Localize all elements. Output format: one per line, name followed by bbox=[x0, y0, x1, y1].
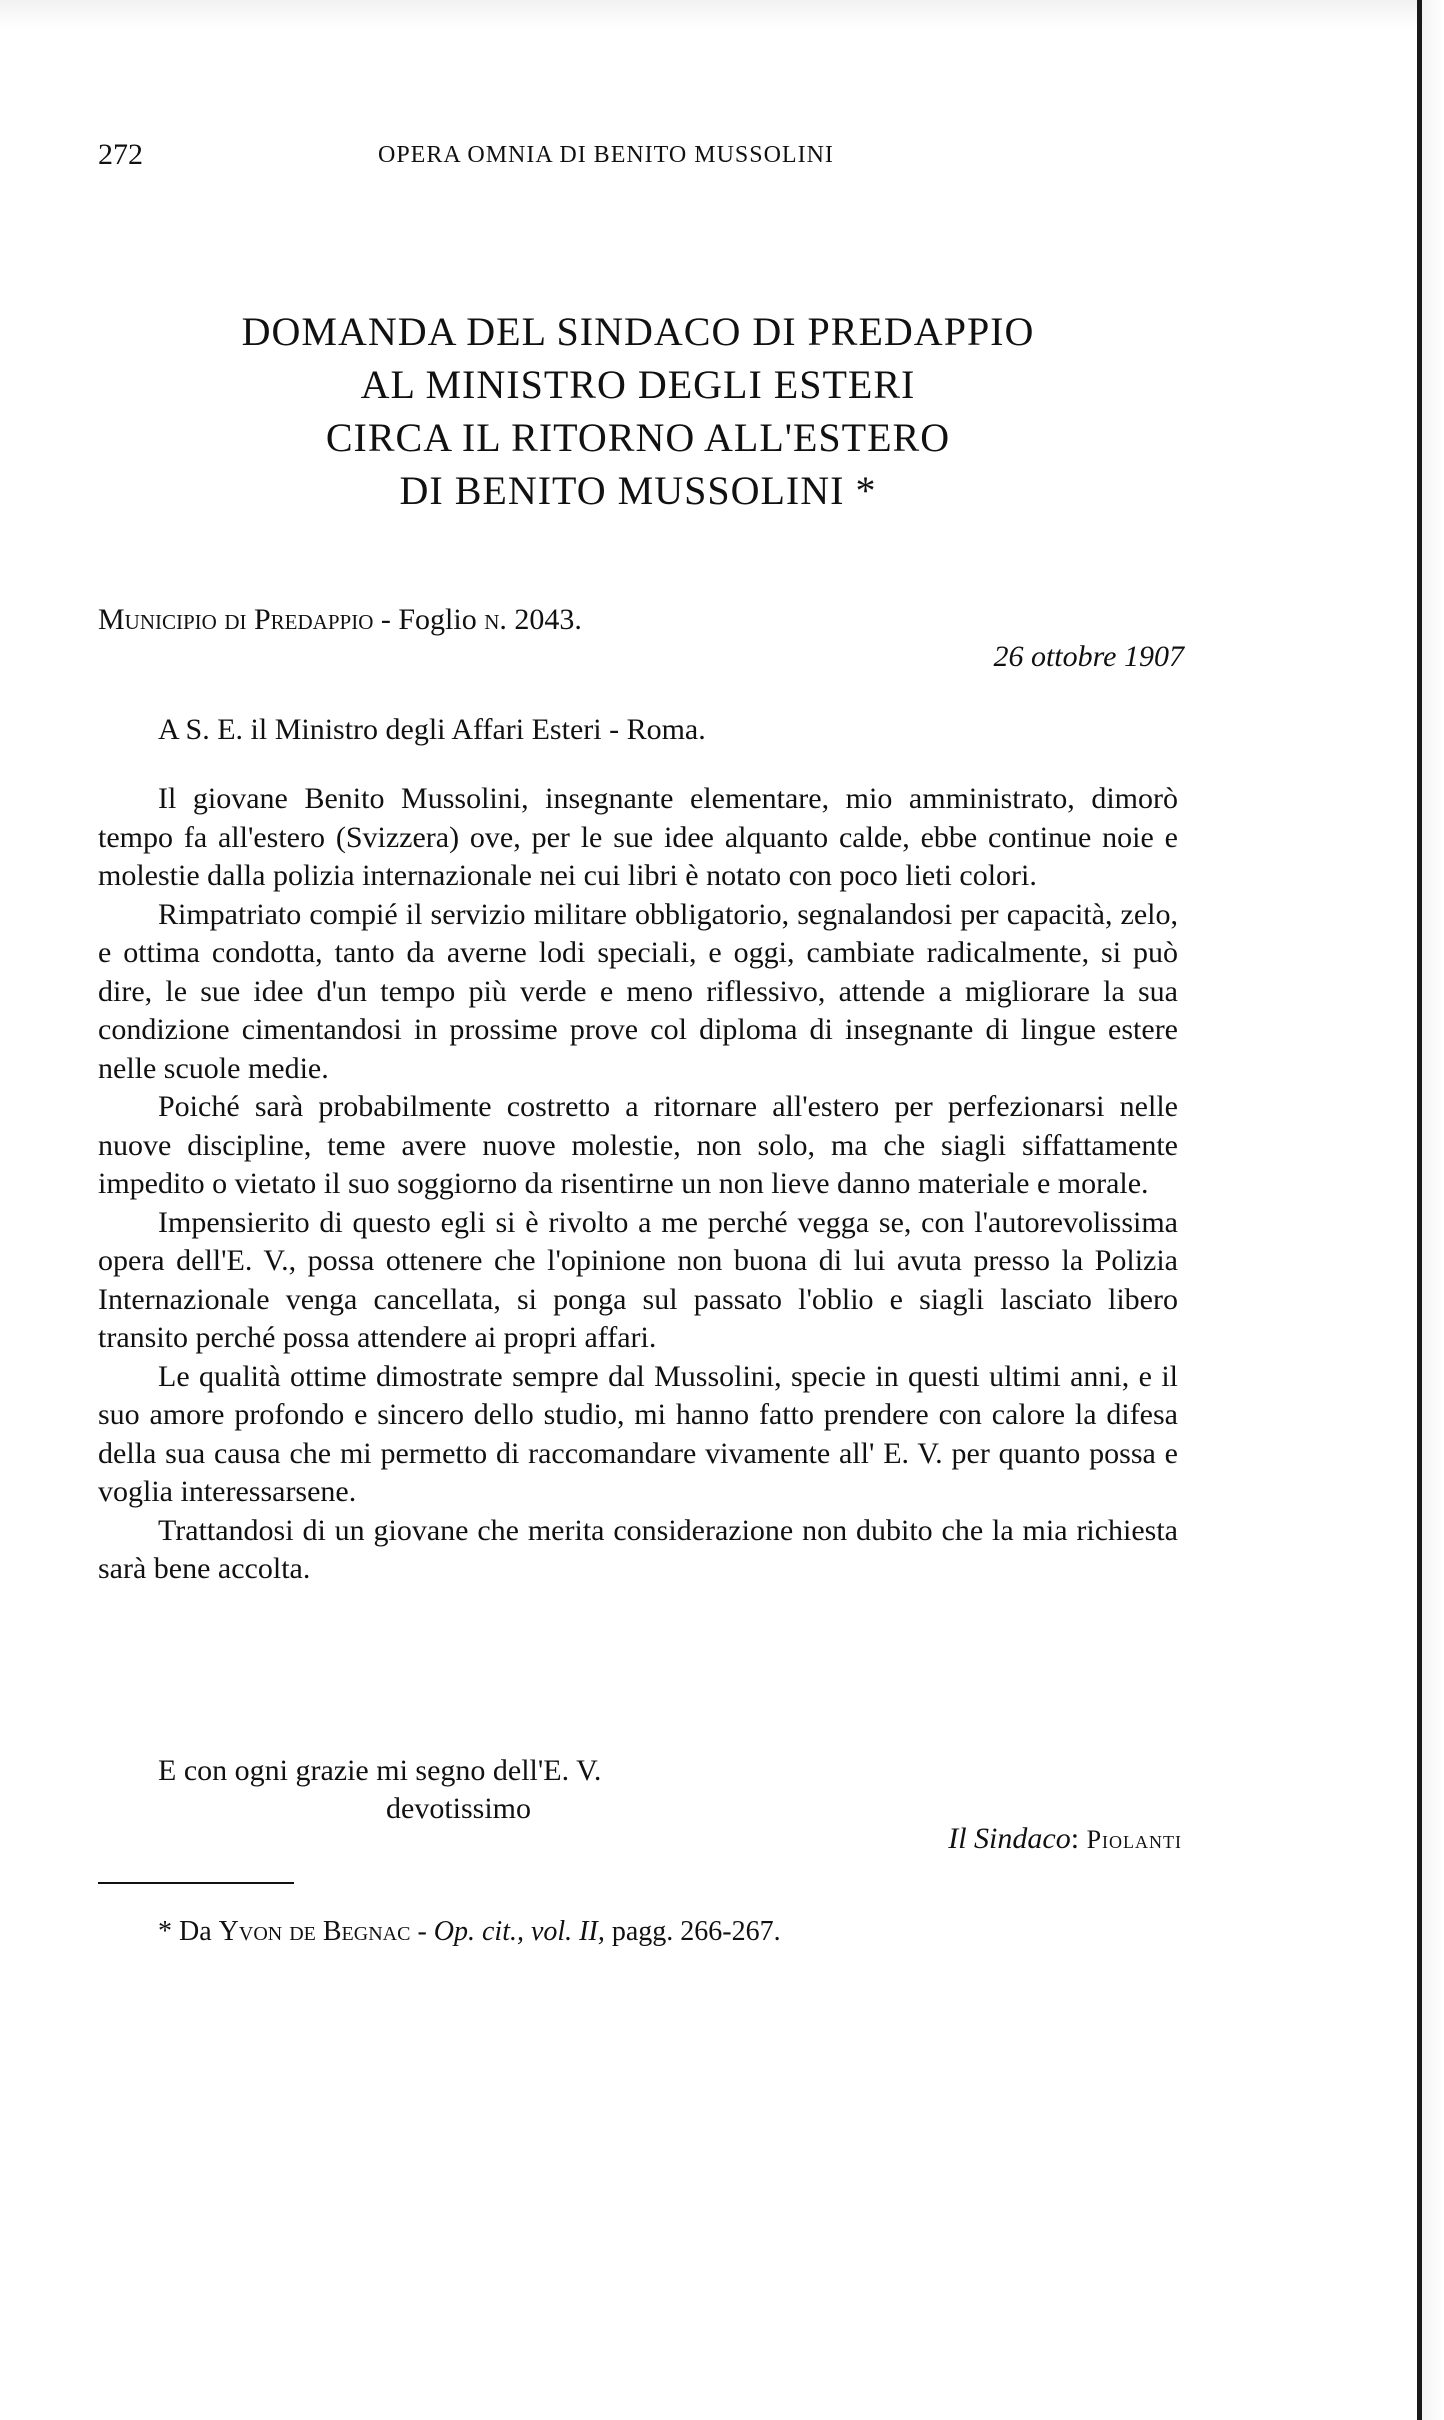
paragraph: Trattandosi di un giovane che merita considerazione non dubito che la mia richiesta sarà bene accolta. bbox=[98, 1513, 1178, 1585]
closing-line: E con ogni grazie mi segno dell'E. V. bbox=[158, 1754, 602, 1787]
footnote-divider bbox=[98, 1882, 294, 1884]
scan-top-shading bbox=[0, 0, 1444, 30]
page-header bbox=[98, 138, 1178, 178]
footnote-pages: pagg. 266-267. bbox=[611, 1916, 781, 1947]
footnote-citation: Op. cit., vol. II, bbox=[433, 1916, 605, 1947]
addressee: A S. E. il Ministro degli Affari Esteri - Roma. bbox=[158, 713, 706, 746]
letterhead-line bbox=[98, 603, 582, 637]
title-line: DOMANDA DEL SINDACO DI PREDAPPIO bbox=[241, 309, 1035, 354]
page-number: 272 bbox=[98, 138, 143, 171]
title-line: CIRCA IL RITORNO ALL'ESTERO bbox=[325, 415, 951, 460]
document-title bbox=[98, 305, 1178, 517]
paragraph: Impensierito di questo egli si è rivolto a me perché vegga se, con l'autorevolissima opera dell'E. V., possa ottenere che l'opinione non buona di lui avuta presso la Polizia Internazionale venga cancellata, si ponga sul passato l'oblio e siagli lasciato libero transito perché possa attendere ai propri affari. bbox=[98, 1205, 1178, 1354]
letter-body bbox=[98, 780, 1178, 1589]
municipality: Municipio di Predappio bbox=[98, 603, 374, 636]
title-line: AL MINISTRO DEGLI ESTERI bbox=[360, 362, 916, 407]
closing-valediction: devotissimo bbox=[386, 1792, 532, 1825]
scan-edge-shadow bbox=[1422, 0, 1444, 2420]
footnote-prefix: Da bbox=[179, 1916, 212, 1947]
sheet-number: 2043. bbox=[514, 603, 582, 636]
footnote-dash: - bbox=[417, 1916, 427, 1947]
scan-edge-line bbox=[1417, 0, 1422, 2420]
letter-date: 26 ottobre 1907 bbox=[993, 640, 1184, 673]
footnote-author: Yvon de Begnac bbox=[218, 1916, 411, 1947]
title-line: DI BENITO MUSSOLINI * bbox=[399, 468, 877, 513]
paragraph: Le qualità ottime dimostrate sempre dal Mussolini, specie in questi ultimi anni, e il suo amore profondo e sincero dello studio, mi hanno fatto prendere con calore la difesa della sua causa che mi permetto di raccomandare vivamente all' E. V. per quanto possa e voglia interessarsene. bbox=[98, 1359, 1178, 1508]
paragraph: Il giovane Benito Mussolini, insegnante elementare, mio amministrato, dimorò tempo fa all'estero (Svizzera) ove, per le sue idee alquanto calde, ebbe continue noie e molestie dalla polizia internazionale nei cui libri è notato con poco lieti colori. bbox=[98, 782, 1178, 892]
signature-separator: : bbox=[1070, 1822, 1080, 1855]
paragraph: Rimpatriato compié il servizio militare obbligatorio, segnalandosi per capacità, zelo, e ottima condotta, tanto da averne lodi speciali, e oggi, cambiate radicalmente, si può dire, le sue idee d'un tempo più verde e meno riflessivo, attende a migliorare la sua condizione cimentandosi in prossime prove col diploma di insegnante di lingue estere nelle scuole medie. bbox=[98, 897, 1178, 1085]
running-title: OPERA OMNIA DI BENITO MUSSOLINI bbox=[378, 142, 834, 168]
footnote bbox=[158, 1916, 781, 1948]
closing-formula bbox=[158, 1752, 601, 1828]
paragraph: Poiché sarà probabilmente costretto a ritornare all'estero per perfezionarsi nelle nuove discipline, teme avere nuove molestie, non solo, ma che siagli siffattamente impedito o vietato il suo soggiorno da risentirne un non lieve danno materiale e morale. bbox=[98, 1090, 1178, 1200]
signature-name: Piolanti bbox=[1086, 1825, 1182, 1854]
sheet-abbrev: n. bbox=[484, 603, 507, 636]
sheet-label: - Foglio bbox=[380, 603, 477, 636]
signature bbox=[948, 1822, 1182, 1856]
signature-role: Il Sindaco bbox=[948, 1822, 1071, 1855]
footnote-marker: * bbox=[158, 1916, 172, 1947]
